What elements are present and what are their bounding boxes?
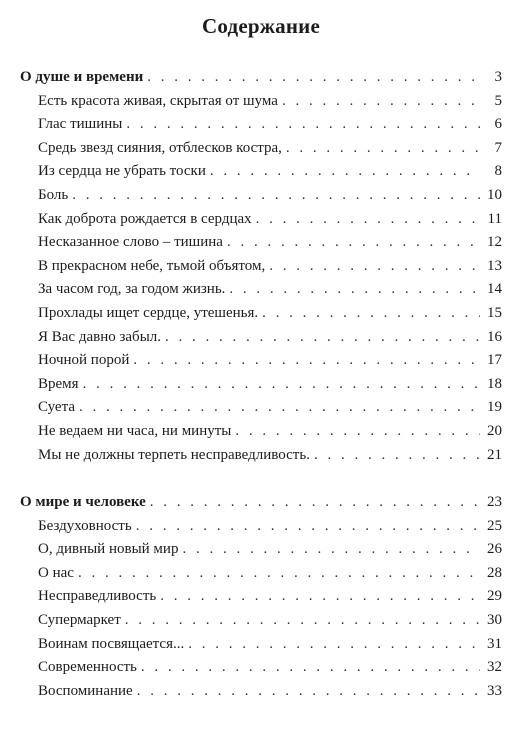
entry-title: Несправедливость	[38, 588, 157, 605]
page-title: Содержание	[202, 14, 320, 38]
dot-leader	[72, 184, 480, 208]
page-number: 6	[494, 116, 502, 133]
dot-leader	[160, 585, 480, 609]
entry-title: Не ведаем ни часа, ни минуты	[38, 422, 232, 439]
entry-title: Воинам посвящается...	[38, 635, 185, 652]
entry-title: Суета	[38, 399, 75, 416]
toc-entry	[20, 113, 502, 137]
entry-title: Есть красота живая, скрытая от шума	[38, 92, 278, 109]
toc-entry	[20, 90, 502, 114]
page-number: 16	[487, 328, 502, 345]
page-number: 21	[487, 446, 502, 463]
entry-title: Глас тишины	[38, 116, 123, 133]
entry-title: Как доброта рождается в сердцах	[38, 210, 252, 227]
toc-entry	[20, 444, 502, 468]
toc-entry	[20, 562, 502, 586]
dot-leader	[165, 326, 480, 350]
entry-title: В прекрасном небе, тьмой объятом,	[38, 257, 266, 274]
entry-title: Ночной порой	[38, 352, 130, 369]
page-number: 15	[487, 304, 502, 321]
dot-leader	[286, 137, 480, 161]
entry-title: Прохлады ищет сердце, утешенья.	[38, 304, 259, 321]
toc-entry	[20, 609, 502, 633]
page-number: 26	[487, 541, 502, 558]
toc-entry	[20, 137, 502, 161]
dot-leader	[147, 66, 480, 90]
page-number: 25	[487, 517, 502, 534]
toc-section-heading	[20, 66, 502, 90]
dot-leader	[78, 562, 480, 586]
dot-leader	[133, 349, 480, 373]
table-of-contents	[20, 66, 502, 703]
page-number: 12	[487, 234, 502, 251]
entry-title: Воспоминание	[38, 682, 133, 699]
toc-entry	[20, 160, 502, 184]
entry-title: Боль	[38, 186, 69, 203]
toc-section-heading	[20, 491, 502, 515]
page-number: 14	[487, 281, 502, 298]
page-number: 13	[487, 257, 502, 274]
dot-leader	[150, 491, 480, 515]
dot-leader	[137, 680, 480, 704]
dot-leader	[125, 609, 480, 633]
page-number: 8	[494, 163, 502, 180]
section-heading-title: О мире и человеке	[20, 494, 146, 511]
page-number: 19	[487, 399, 502, 416]
toc-entry	[20, 420, 502, 444]
toc-entry	[20, 585, 502, 609]
page-number: 20	[487, 422, 502, 439]
dot-leader	[229, 278, 480, 302]
page-number: 31	[487, 635, 502, 652]
page-number: 29	[487, 588, 502, 605]
toc-entry	[20, 231, 502, 255]
entry-title: Мы не должны терпеть несправедливость.	[38, 446, 310, 463]
dot-leader	[210, 160, 480, 184]
toc-entry	[20, 396, 502, 420]
page-number: 30	[487, 612, 502, 629]
section-heading-title: О душе и времени	[20, 69, 144, 85]
page-number: 18	[487, 375, 502, 392]
dot-leader	[227, 231, 480, 255]
toc-section	[20, 491, 502, 703]
entry-title: Я Вас давно забыл.	[38, 328, 162, 345]
toc-entry	[20, 656, 502, 680]
dot-leader	[256, 208, 480, 232]
toc-entry	[20, 326, 502, 350]
toc-entry	[20, 255, 502, 279]
toc-entry	[20, 515, 502, 539]
entry-title: Бездуховность	[38, 517, 132, 534]
page-number: 23	[487, 494, 502, 511]
dot-leader	[141, 656, 480, 680]
toc-entry	[20, 302, 502, 326]
entry-title: О, дивный новый мир	[38, 541, 179, 558]
toc-entry	[20, 538, 502, 562]
entry-title: Супермаркет	[38, 612, 121, 629]
dot-leader	[79, 396, 480, 420]
page-number: 11	[487, 210, 502, 227]
toc-entry	[20, 208, 502, 232]
entry-title: Из сердца не убрать тоски	[38, 163, 206, 180]
page-number: 5	[494, 92, 502, 109]
entry-title: Средь звезд сияния, отблесков костра,	[38, 139, 282, 156]
toc-entry	[20, 373, 502, 397]
dot-leader	[314, 444, 480, 468]
entry-title: Несказанное слово – тишина	[38, 234, 223, 251]
toc-entry	[20, 184, 502, 208]
toc-entry	[20, 278, 502, 302]
page-number: 17	[487, 352, 502, 369]
dot-leader	[188, 633, 480, 657]
toc-entry	[20, 680, 502, 704]
dot-leader	[262, 302, 480, 326]
dot-leader	[126, 113, 480, 137]
dot-leader	[235, 420, 480, 444]
toc-section	[20, 66, 502, 467]
entry-title: Время	[38, 375, 79, 392]
page-number: 33	[487, 682, 502, 699]
dot-leader	[83, 373, 480, 397]
entry-title: За часом год, за годом жизнь.	[38, 281, 226, 298]
page-number: 10	[487, 186, 502, 203]
page-number: 7	[494, 139, 502, 156]
toc-entry	[20, 349, 502, 373]
page-number: 28	[487, 564, 502, 581]
page-number: 3	[494, 69, 502, 85]
dot-leader	[269, 255, 480, 279]
dot-leader	[136, 515, 480, 539]
dot-leader	[282, 90, 480, 114]
page-number: 32	[487, 659, 502, 676]
dot-leader	[182, 538, 480, 562]
entry-title: О нас	[38, 564, 74, 581]
toc-entry	[20, 633, 502, 657]
entry-title: Современность	[38, 659, 137, 676]
